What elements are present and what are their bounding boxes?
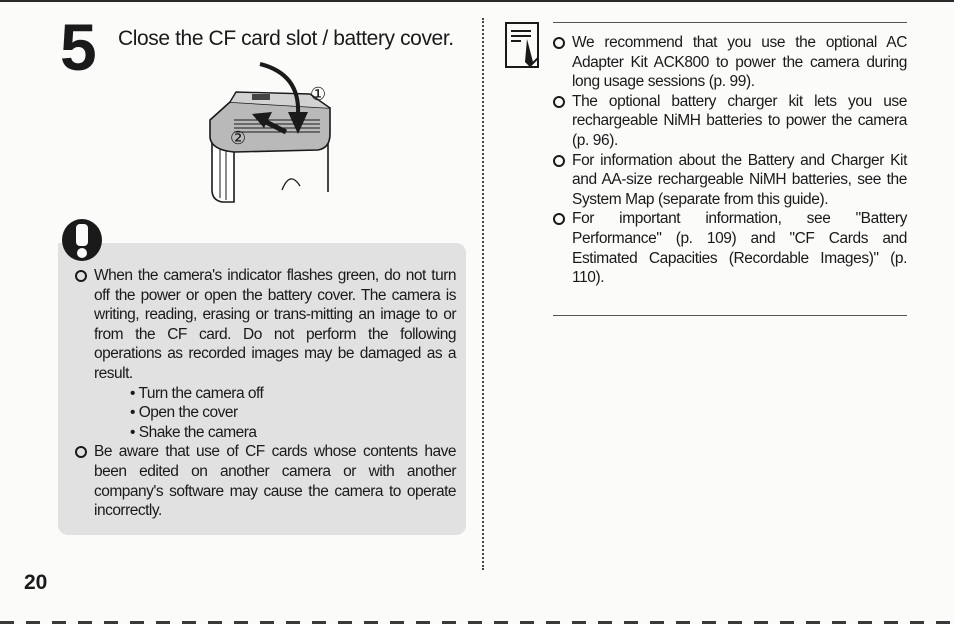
note-item: For information about the Battery and Charger Kit and AA-size rechargeable NiMH batteries, see the System Map (separate from this guide).	[552, 151, 907, 210]
bullet-icon	[75, 270, 87, 282]
note-item: For important information, see "Battery Performance" (p. 109) and "CF Cards and Estimated Capacities (Recordable Images)" (p. 110).	[552, 209, 907, 287]
caution-item: When the camera's indicator flashes green, do not turn off the power or open the battery cover. The camera is writing, reading, erasing or trans-mitting an image to or from the CF card. Do not perform the following operations as recorded images may be damaged as a result. • Turn the camera off • Open the cover • Shake the camera	[74, 266, 456, 442]
note-rule-top	[553, 22, 907, 23]
note-item: The optional battery charger kit lets you use rechargeable NiMH batteries to power the camera (p. 96).	[552, 92, 907, 151]
bullet-icon	[75, 446, 87, 458]
caution-sub-list	[94, 384, 456, 443]
step-title: Close the CF card slot / battery cover.	[118, 27, 454, 50]
note-rule-bottom	[553, 315, 907, 316]
note-icon	[505, 22, 539, 68]
caution-sub-item: • Turn the camera off	[130, 384, 264, 402]
bullet-icon	[553, 96, 565, 108]
top-rule	[0, 0, 954, 2]
caution-icon	[61, 218, 103, 262]
column-divider	[482, 18, 484, 570]
bullet-icon	[553, 213, 565, 225]
caution-sub-item: • Open the cover	[130, 404, 238, 422]
caution-sub-item: • Shake the camera	[130, 423, 257, 441]
page-number: 20	[24, 571, 48, 594]
note-list	[552, 33, 907, 288]
step-number: 5	[60, 10, 97, 84]
caution-list	[74, 266, 456, 521]
bullet-icon	[553, 37, 565, 49]
caution-item: Be aware that use of CF cards whose contents have been edited on another camera or with another company's software may cause the camera to operate incorrectly.	[74, 442, 456, 520]
camera-cover-illustration	[190, 60, 340, 220]
step-label-2: ②	[230, 128, 247, 149]
bullet-icon	[553, 155, 565, 167]
note-item: We recommend that you use the optional AC Adapter Kit ACK800 to power the camera during long usage sessions (p. 99).	[552, 33, 907, 92]
step-label-1: ①	[310, 84, 327, 105]
